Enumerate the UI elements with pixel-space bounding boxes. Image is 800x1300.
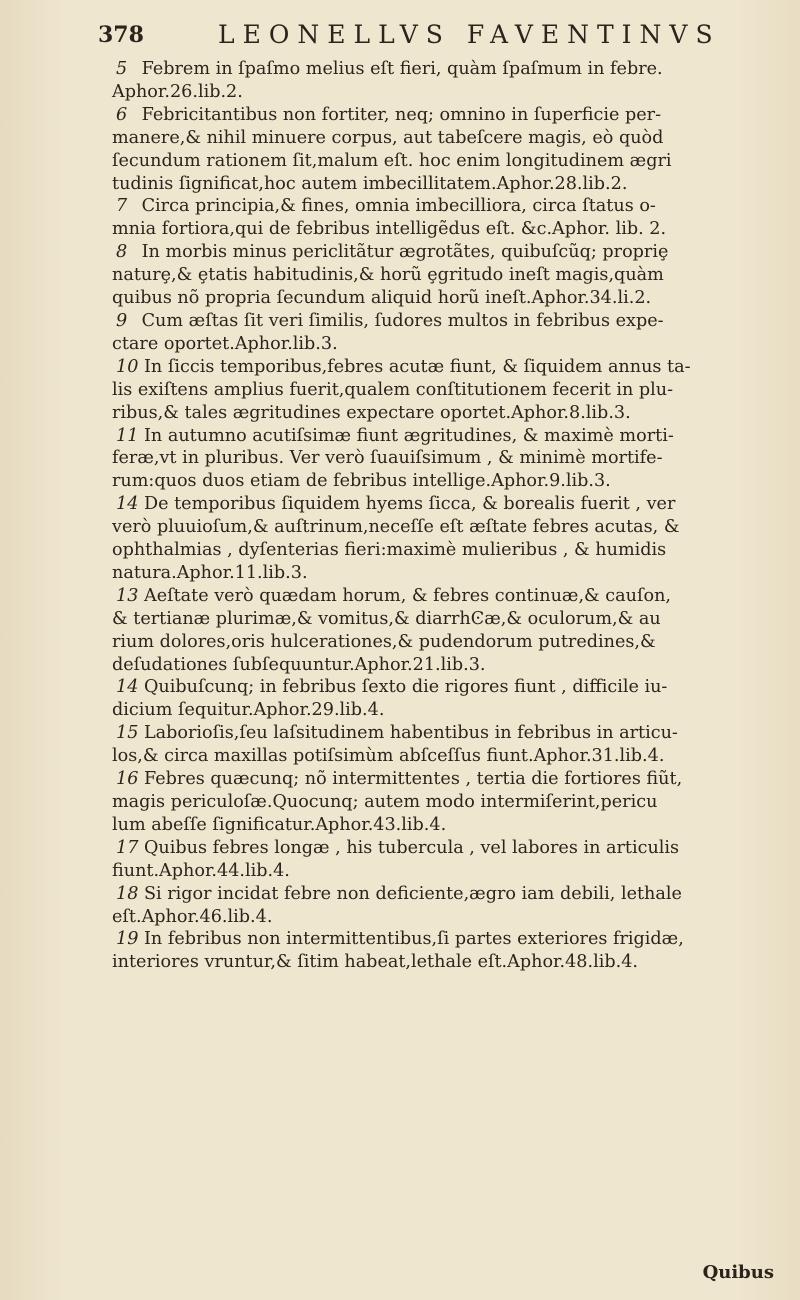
aphorism-line: [112, 906, 782, 929]
aphorism-text: Febricitantibus non fortiter, neq; omnino in ſuperficie per-: [141, 104, 662, 125]
aphorism-text: fiunt.Aphor.44.lib.4.: [112, 860, 290, 881]
aphorism-text: In febribus non intermittentibus,ſi partes exteriores frigidæ,: [143, 929, 684, 950]
aphorism-line: [112, 791, 782, 814]
aphorism-text: Laborioſis,ſeu laſsitudinem habentibus in febribus in articu-: [143, 723, 678, 744]
aphorism-text: Febres quæcunq; nõ intermittentes , tertia die fortiores fiũt,: [143, 769, 683, 790]
aphorism-entry: [112, 425, 782, 494]
aphorism-number: 13: [116, 585, 139, 606]
aphorism-line: [112, 218, 782, 241]
aphorism-number: 9: [116, 310, 128, 331]
aphorism-line: [112, 379, 782, 402]
aphorism-line: [112, 539, 782, 562]
aphorism-line: [116, 722, 782, 745]
aphorism-line: [112, 516, 782, 539]
aphorism-text: interiores vruntur,& ſitim habeat,lethale eſt.Aphor.48.lib.4.: [112, 952, 638, 973]
aphorism-line: [116, 676, 782, 699]
aphorism-text: ribus,& tales ægritudines expectare oportet.Aphor.8.lib.3.: [112, 402, 631, 423]
aphorism-entry: [112, 928, 782, 974]
aphorism-line: [116, 310, 782, 333]
aphorism-text: Quibuſcunq; in febribus ſexto die rigores fiunt , difficile iu-: [143, 677, 668, 698]
aphorism-line: [116, 768, 782, 791]
aphorism-line: [112, 631, 782, 654]
aphorism-text: Si rigor incidat febre non deficiente,ægro iam debili, lethale: [143, 883, 682, 904]
aphorism-line: [112, 81, 782, 104]
aphorism-text: & tertianæ plurimæ,& vomitus,& diarrhϾæ,& oculorum,& au: [112, 608, 661, 629]
aphorism-text: In ſiccis temporibus,febres acutæ fiunt, & ſiquidem annus ta-: [143, 356, 691, 377]
aphorism-line: [112, 333, 782, 356]
aphorism-text: deſudationes ſubſequuntur.Aphor.21.lib.3.: [112, 654, 486, 675]
aphorism-line: [116, 195, 782, 218]
aphorism-text: Quibus febres longæ , his tubercula , vel labores in articulis: [143, 837, 680, 858]
aphorism-line: [112, 654, 782, 677]
aphorism-text: mnia fortiora,qui de febribus intelligẽdus eſt. &c.Aphor. lib. 2.: [112, 219, 667, 240]
aphorism-line: [112, 951, 782, 974]
aphorism-number: 8: [116, 242, 128, 263]
aphorism-text: lum abeſſe ſignificatur.Aphor.43.lib.4.: [112, 814, 447, 835]
aphorism-entry: [112, 585, 782, 677]
aphorism-line: [112, 150, 782, 173]
aphorism-line: [112, 402, 782, 425]
aphorism-text: lis exiſtens amplius fuerit,qualem conſtitutionem fecerit in plu-: [112, 379, 674, 400]
aphorism-text: los,& circa maxillas potiſsimùm abſceſſus fiunt.Aphor.31.lib.4.: [112, 746, 665, 767]
aphorism-line: [112, 173, 782, 196]
aphorism-line: [112, 745, 782, 768]
aphorism-line: [112, 127, 782, 150]
aphorism-number: 10: [116, 356, 139, 377]
catchword: Quibus: [702, 1262, 774, 1283]
aphorism-list: [112, 58, 782, 974]
aphorism-number: 17: [116, 837, 139, 858]
aphorism-text: naturȩ,& ȩtatis habitudinis,& horũ ȩgritudo ineſt magis,quàm: [112, 265, 664, 286]
aphorism-entry: [112, 58, 782, 104]
aphorism-line: [116, 493, 782, 516]
aphorism-number: 14: [116, 494, 139, 515]
aphorism-entry: [112, 310, 782, 356]
page-header: [98, 20, 788, 54]
aphorism-text: De temporibus ſiquidem hyems ſicca, & borealis fuerit , ver: [143, 494, 676, 515]
aphorism-line: [112, 860, 782, 883]
aphorism-number: 18: [116, 883, 139, 904]
page-number: 378: [98, 22, 144, 48]
aphorism-entry: [112, 356, 782, 425]
aphorism-text: feræ,vt in pluribus. Ver verò ſuauiſsimum , & minimè mortife-: [112, 448, 663, 469]
aphorism-line: [116, 241, 782, 264]
aphorism-line: [112, 470, 782, 493]
aphorism-entry: [112, 768, 782, 837]
aphorism-text: eſt.Aphor.46.lib.4.: [112, 906, 273, 927]
aphorism-line: [112, 562, 782, 585]
running-head: LEONELLVS FAVENTINVS: [218, 20, 721, 49]
aphorism-line: [116, 356, 782, 379]
aphorism-text: natura.Aphor.11.lib.3.: [112, 562, 308, 583]
aphorism-text: tudinis ſignificat,hoc autem imbecillitatem.Aphor.28.lib.2.: [112, 173, 628, 194]
aphorism-text: verò pluuioſum,& auſtrinum,neceſſe eſt æſtate febres acutas, &: [112, 517, 680, 538]
aphorism-line: [112, 608, 782, 631]
aphorism-entry: [112, 676, 782, 722]
aphorism-number: 19: [116, 929, 139, 950]
aphorism-line: [116, 837, 782, 860]
aphorism-text: quibus nõ propria ſecundum aliquid horũ ineſt.Aphor.34.li.2.: [112, 288, 652, 309]
aphorism-text: ophthalmias , dyſenterias fieri:maximè mulieribus , & humidis: [112, 540, 667, 561]
aphorism-entry: [112, 493, 782, 585]
aphorism-text: Aphor.26.lib.2.: [112, 81, 243, 102]
aphorism-text: Cum æſtas ſit veri ſimilis, ſudores multos in febribus expe-: [141, 310, 664, 331]
aphorism-text: In morbis minus periclitãtur ægrotãtes, quibuſcũq; propriȩ: [141, 242, 669, 263]
aphorism-entry: [112, 883, 782, 929]
aphorism-text: Febrem in ſpaſmo melius eſt fieri, quàm ſpaſmum in febre.: [141, 59, 663, 79]
aphorism-number: 16: [116, 769, 139, 790]
aphorism-line: [116, 425, 782, 448]
aphorism-text: ſecundum rationem ſit,malum eſt. hoc enim longitudinem ægri: [112, 150, 672, 171]
aphorism-number: 14: [116, 677, 139, 698]
aphorism-text: magis periculoſæ.Quocunq; autem modo intermiſerint,pericu: [112, 792, 658, 812]
aphorism-text: rum:quos duos etiam de febribus intellige.Aphor.9.lib.3.: [112, 471, 611, 492]
aphorism-entry: [112, 837, 782, 883]
aphorism-number: 15: [116, 723, 139, 744]
aphorism-entry: [112, 241, 782, 310]
aphorism-entry: [112, 195, 782, 241]
aphorism-text: ctare oportet.Aphor.lib.3.: [112, 333, 338, 354]
aphorism-entry: [112, 104, 782, 196]
aphorism-line: [116, 104, 782, 127]
aphorism-number: 11: [116, 425, 139, 446]
aphorism-entry: [112, 722, 782, 768]
aphorism-line: [116, 58, 782, 81]
aphorism-text: dicium ſequitur.Aphor.29.lib.4.: [112, 700, 385, 721]
aphorism-line: [112, 264, 782, 287]
aphorism-line: [112, 699, 782, 722]
aphorism-number: 7: [116, 196, 128, 217]
aphorism-line: [112, 447, 782, 470]
aphorism-text: rium dolores,oris hulcerationes,& pudendorum putredines,&: [112, 631, 656, 652]
aphorism-text: Circa principia,& fines, omnia imbecilliora, circa ſtatus o-: [141, 196, 656, 217]
aphorism-text: In autumno acutiſsimæ fiunt ægritudines, & maximè morti-: [143, 425, 674, 446]
aphorism-line: [112, 814, 782, 837]
aphorism-line: [116, 883, 782, 906]
aphorism-line: [112, 287, 782, 310]
aphorism-number: 5: [116, 59, 128, 79]
aphorism-number: 6: [116, 104, 128, 125]
aphorism-text: Aeſtate verò quædam horum, & febres continuæ,& cauſon,: [143, 585, 671, 606]
aphorism-line: [116, 585, 782, 608]
aphorism-line: [116, 928, 782, 951]
aphorism-text: manere,& nihil minuere corpus, aut tabeſcere magis, eò quòd: [112, 127, 664, 148]
